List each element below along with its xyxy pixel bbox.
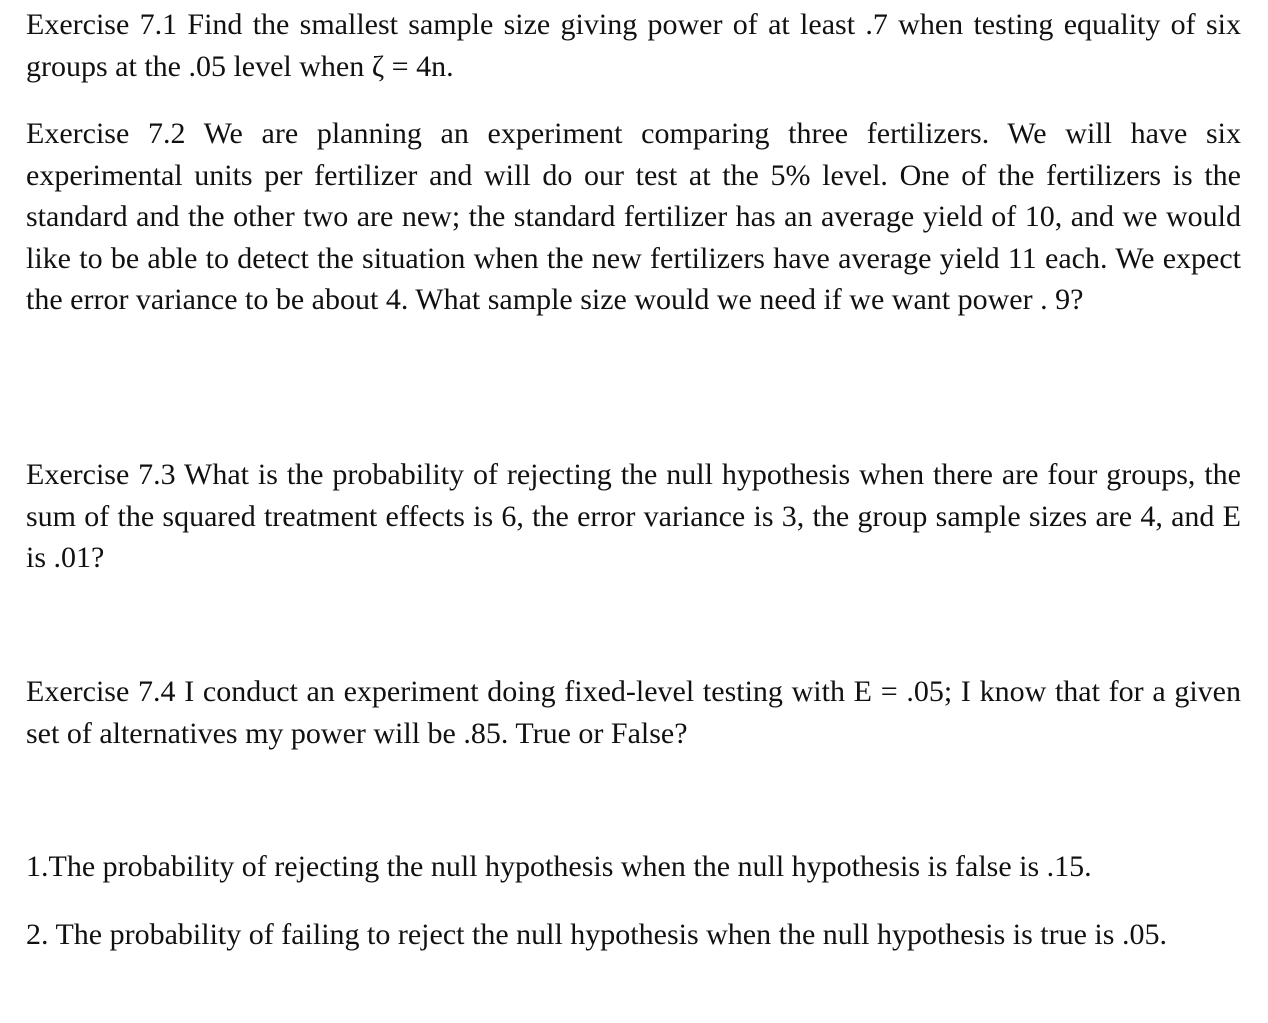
exercise-7-3: Exercise 7.3 What is the probability of rejecting the null hypothesis when there are four groups, the sum of the squared treatment effects is 6, the error variance is 3, the group sample sizes are 4, and E is .01? bbox=[26, 458, 1241, 574]
exercise-7-4: Exercise 7.4 I conduct an experiment doing fixed-level testing with E = .05; I know that for a given set of alternatives my power will be .85. True or False? bbox=[26, 675, 1241, 750]
exercise-7-1: Exercise 7.1 Find the smallest sample size giving power of at least .7 when testing equality of six groups at the .05 level when ζ = 4n. bbox=[26, 8, 1241, 83]
statement-1: 1.The probability of rejecting the null hypothesis when the null hypothesis is false is .15. bbox=[26, 850, 1092, 883]
statement-2: 2. The probability of failing to reject the null hypothesis when the null hypothesis is true is .05. bbox=[26, 918, 1167, 951]
exercise-7-2: Exercise 7.2 We are planning an experiment comparing three fertilizers. We will have six experimental units per fertilizer and will do our test at the 5% level. One of the fertilizers is the standard and the other two are new; the standard fertilizer has an average yield of 10, and we would like to be able to detect the situation when the new fertilizers have average yield 11 each. We expect the error variance to be about 4. What sample size would we need if we want power . 9? bbox=[26, 117, 1241, 316]
